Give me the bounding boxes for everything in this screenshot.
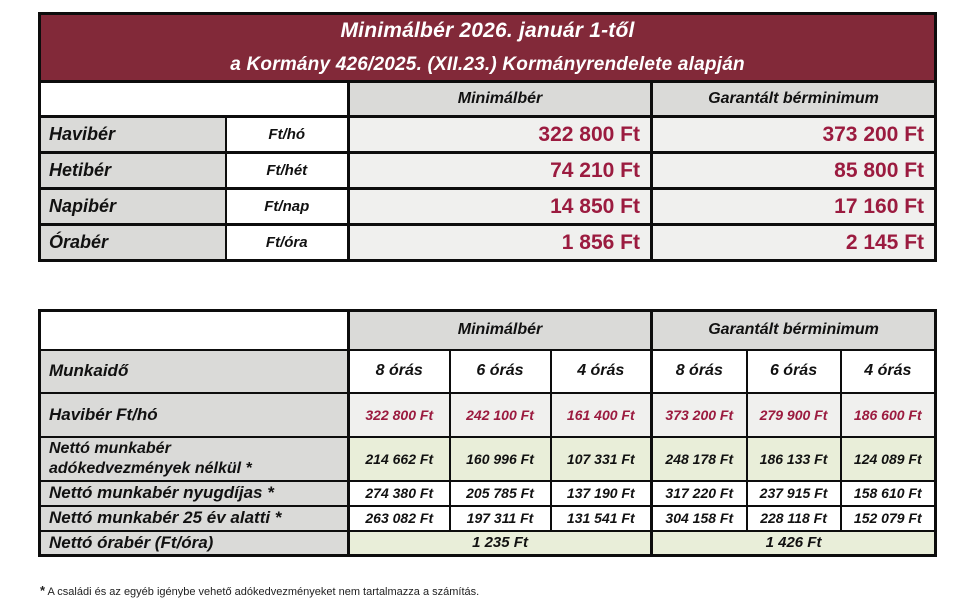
value-netto-hourly-garantalt: 1 426 Ft	[652, 531, 936, 556]
row-label: Nettó órabér (Ft/óra)	[40, 531, 349, 556]
value-cell: 317 220 Ft	[652, 481, 747, 506]
value-cell: 186 600 Ft	[841, 393, 936, 437]
table-row-netto-no-allowance	[40, 437, 936, 481]
table1-header-garantalt: Garantált bérminimum	[652, 82, 936, 117]
unit-cell: Ft/hét	[226, 153, 349, 189]
value-cell: 304 158 Ft	[652, 506, 747, 531]
hours-header: 6 órás	[450, 350, 551, 393]
value-cell: 197 311 Ft	[450, 506, 551, 531]
value-cell: 322 800 Ft	[349, 393, 450, 437]
row-label	[40, 437, 349, 481]
table2-header-garantalt: Garantált bérminimum	[652, 311, 936, 350]
value-cell: 242 100 Ft	[450, 393, 551, 437]
hours-header: 6 órás	[747, 350, 841, 393]
table-title	[40, 14, 936, 82]
value-cell: 248 178 Ft	[652, 437, 747, 481]
hours-header: 8 órás	[652, 350, 747, 393]
value-cell: 161 400 Ft	[551, 393, 652, 437]
row-label: Nettó munkabér 25 év alatti *	[40, 506, 349, 531]
table2-header-empty-cell	[40, 311, 349, 350]
table-row-haviber	[40, 117, 936, 153]
row-label: Nettó munkabér nyugdíjas *	[40, 481, 349, 506]
hours-header: 8 órás	[349, 350, 450, 393]
footnote-text: A családi és az egyéb igénybe vehető adókedvezményeket nem tartalmazza a számítás.	[45, 586, 480, 598]
table-row-oraber	[40, 225, 936, 261]
row-label-line-1: Nettó munkabér	[49, 439, 171, 457]
value-cell: 124 089 Ft	[841, 437, 936, 481]
table2-header-row	[40, 311, 936, 350]
value-cell: 228 118 Ft	[747, 506, 841, 531]
wage-sheet	[38, 12, 934, 557]
row-label: Havibér	[40, 117, 226, 153]
value-garantalt: 85 800 Ft	[652, 153, 936, 189]
row-label: Napibér	[40, 189, 226, 225]
unit-cell: Ft/hó	[226, 117, 349, 153]
value-cell: 152 079 Ft	[841, 506, 936, 531]
table1-title-row	[40, 14, 936, 82]
row-label: Havibér Ft/hó	[40, 393, 349, 437]
table-row-netto-under25	[40, 506, 936, 531]
table2-header-minimalber: Minimálbér	[349, 311, 652, 350]
value-cell: 237 915 Ft	[747, 481, 841, 506]
gross-wage-table	[38, 12, 937, 262]
value-garantalt: 17 160 Ft	[652, 189, 936, 225]
table-row-haviber-gross	[40, 393, 936, 437]
value-minimalber: 322 800 Ft	[349, 117, 652, 153]
table1-header-minimalber: Minimálbér	[349, 82, 652, 117]
value-minimalber: 14 850 Ft	[349, 189, 652, 225]
row-label-line-2: adókedvezmények nélkül *	[49, 459, 252, 477]
value-cell: 214 662 Ft	[349, 437, 450, 481]
value-cell: 274 380 Ft	[349, 481, 450, 506]
value-cell: 107 331 Ft	[551, 437, 652, 481]
net-wage-by-hours-table	[38, 309, 937, 557]
value-garantalt: 2 145 Ft	[652, 225, 936, 261]
value-cell: 137 190 Ft	[551, 481, 652, 506]
unit-cell: Ft/nap	[226, 189, 349, 225]
value-cell: 279 900 Ft	[747, 393, 841, 437]
value-cell: 205 785 Ft	[450, 481, 551, 506]
row-label-munkaido: Munkaidő	[40, 350, 349, 393]
title-line-1: Minimálbér 2026. január 1-től	[340, 19, 635, 42]
table-row-netto-hourly	[40, 531, 936, 556]
table-row-hetiber	[40, 153, 936, 189]
table-row-netto-pensioner	[40, 481, 936, 506]
table-row-napiber	[40, 189, 936, 225]
value-garantalt: 373 200 Ft	[652, 117, 936, 153]
value-cell: 158 610 Ft	[841, 481, 936, 506]
value-minimalber: 1 856 Ft	[349, 225, 652, 261]
unit-cell: Ft/óra	[226, 225, 349, 261]
value-cell: 186 133 Ft	[747, 437, 841, 481]
value-minimalber: 74 210 Ft	[349, 153, 652, 189]
value-netto-hourly-minimalber: 1 235 Ft	[349, 531, 652, 556]
hours-header: 4 órás	[551, 350, 652, 393]
table1-header-row	[40, 82, 936, 117]
row-label: Órabér	[40, 225, 226, 261]
title-line-2: a Kormány 426/2025. (XII.23.) Kormányrendelete alapján	[230, 54, 745, 75]
footnote-asterisk: *	[40, 583, 46, 598]
footnote	[40, 583, 479, 598]
value-cell: 131 541 Ft	[551, 506, 652, 531]
table-row-munkaido	[40, 350, 936, 393]
hours-header: 4 órás	[841, 350, 936, 393]
value-cell: 263 082 Ft	[349, 506, 450, 531]
value-cell: 373 200 Ft	[652, 393, 747, 437]
value-cell: 160 996 Ft	[450, 437, 551, 481]
table1-header-empty-cell	[40, 82, 349, 117]
row-label: Hetibér	[40, 153, 226, 189]
